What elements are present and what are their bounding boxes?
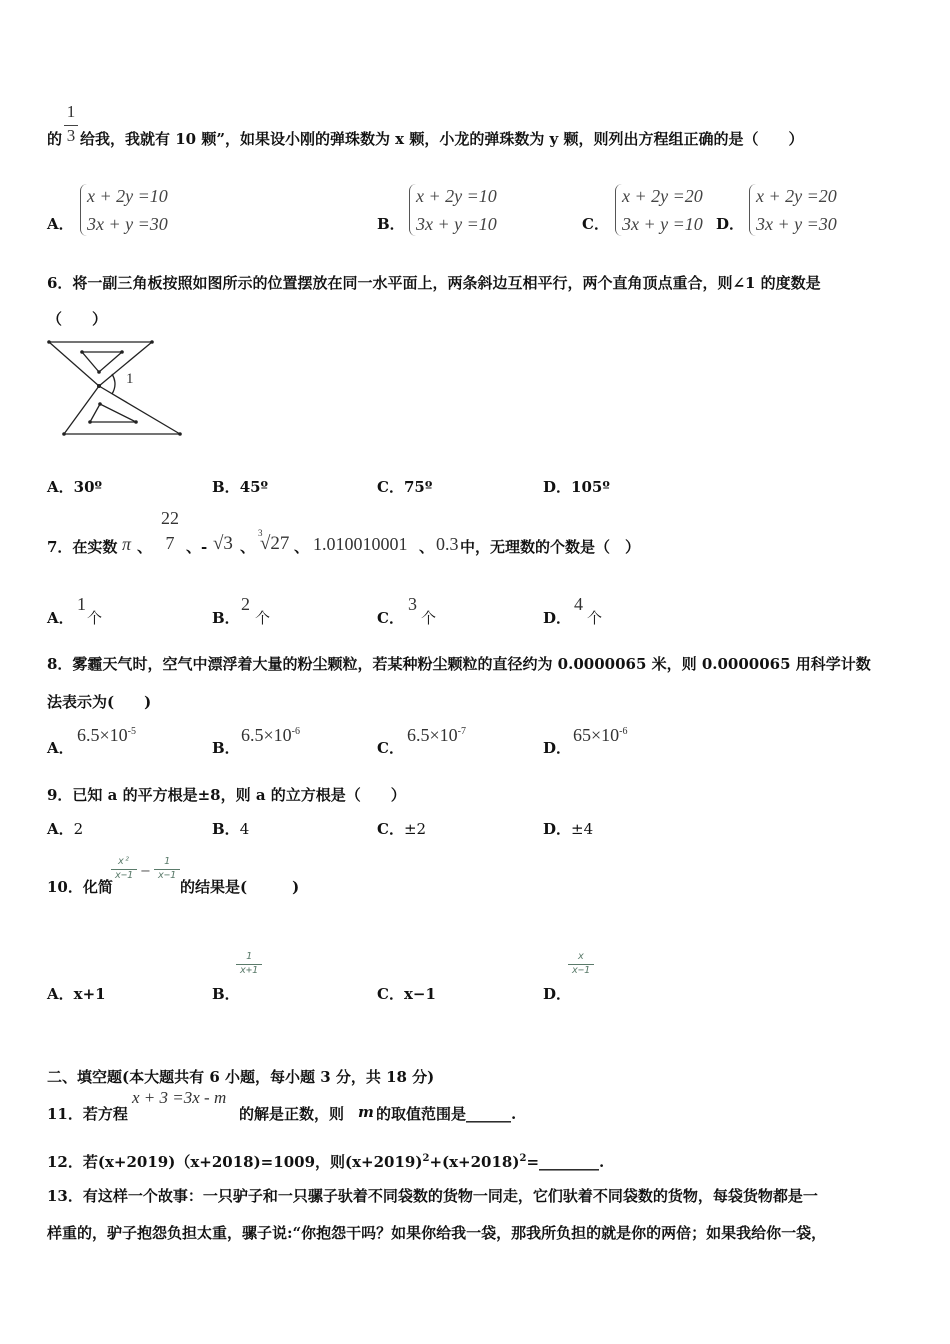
q6-option-c-value: 75º bbox=[403, 478, 433, 496]
q8-option-a-base: 6.5×10 bbox=[77, 725, 128, 745]
q9-option-a bbox=[47, 818, 83, 839]
q7-option-c-unit: 个 bbox=[421, 609, 437, 627]
q7-num2: 0.3 bbox=[436, 534, 459, 554]
q10-option-d-num: x bbox=[577, 951, 585, 962]
q10-option-b-num: 1 bbox=[245, 951, 253, 962]
q8-option-d-base: 65×10 bbox=[573, 725, 620, 745]
q8-option-a-value bbox=[77, 725, 136, 746]
q8-line1: 8．雾霾天气时，空气中漂浮着大量的粉尘颗粒，若某种粉尘颗粒的直径约为 0.0000065 米，则 0.0000065 用科学计数 bbox=[47, 655, 871, 673]
q7-option-b-num: 2 bbox=[241, 594, 250, 614]
angle-1-label: 1 bbox=[126, 371, 134, 387]
q10-fraction-2 bbox=[154, 856, 180, 881]
q10-option-a bbox=[47, 983, 106, 1004]
q5-option-a-system bbox=[80, 182, 190, 240]
brace-icon bbox=[80, 184, 87, 236]
q6-option-c-label: C． bbox=[377, 478, 404, 496]
q7-option-d-num: 4 bbox=[574, 594, 583, 614]
q7-fraction-den: 7 bbox=[165, 533, 175, 553]
q7-suffix: 中，无理数的个数是（ ） bbox=[460, 538, 641, 556]
q7-sep4: 、 bbox=[294, 538, 310, 556]
q5-fraction bbox=[64, 102, 78, 146]
q7-sep2: 、- bbox=[186, 538, 208, 556]
q6-option-c bbox=[377, 476, 432, 497]
q7-sep3: 、 bbox=[240, 538, 256, 556]
q12-text bbox=[47, 1151, 604, 1172]
q5-option-a-label: A． bbox=[47, 215, 74, 233]
q10-option-b-fraction bbox=[236, 951, 262, 976]
q8-option-c-label: C． bbox=[377, 739, 404, 757]
q6-option-d-value: 105º bbox=[571, 478, 610, 496]
q10-option-b-den: x+1 bbox=[236, 964, 262, 976]
q10-option-d-fraction bbox=[568, 951, 594, 976]
q9-option-a-label: A． bbox=[47, 820, 74, 838]
q13-line2: 样重的，驴子抱怨负担太重，骡子说:“你抱怨干吗？如果你给我一袋，那我所负担的就是你的两倍；如果我给你一袋， bbox=[47, 1224, 827, 1242]
q10-option-c bbox=[377, 983, 436, 1004]
q6-line1: 6．将一副三角板按照如图所示的位置摆放在同一水平面上，两条斜边互相平行，两个直角顶点重合，则∠1 的度数是 bbox=[47, 274, 821, 292]
q7-option-b-unit: 个 bbox=[255, 609, 271, 627]
q6-line2: （ ） bbox=[47, 310, 108, 328]
q8-option-c-base: 6.5×10 bbox=[407, 725, 458, 745]
q9-option-c-label: C． bbox=[377, 820, 404, 838]
q8-option-d-value bbox=[573, 725, 628, 746]
brace-icon bbox=[749, 184, 756, 236]
q7-option-d-unit: 个 bbox=[587, 609, 603, 627]
q6-option-d bbox=[543, 476, 610, 497]
q10-option-d-label: D． bbox=[543, 985, 572, 1003]
q10-option-a-value: x+1 bbox=[73, 985, 106, 1003]
q10-option-c-value: x−1 bbox=[403, 985, 436, 1003]
q6-option-b bbox=[212, 476, 268, 497]
q10-f2-den: x−1 bbox=[154, 869, 180, 881]
q8-option-b-value bbox=[241, 725, 300, 746]
q8-option-b-base: 6.5×10 bbox=[241, 725, 292, 745]
q6-option-b-value: 45º bbox=[239, 478, 269, 496]
q5-option-a-eq2: 3x + y =30 bbox=[87, 214, 168, 234]
q7-cbrt-index: 3 bbox=[258, 528, 263, 538]
q10-f1-num: x² bbox=[117, 856, 131, 867]
q5-option-d-eq2: 3x + y =30 bbox=[756, 214, 837, 234]
q9-option-c-value: ±2 bbox=[403, 820, 427, 838]
q12-sup1: 2 bbox=[422, 1153, 430, 1164]
q6-option-a-label: A． bbox=[47, 478, 74, 496]
q5-option-d-system bbox=[749, 182, 859, 240]
q8-option-c-value bbox=[407, 725, 466, 746]
q12-text-a: 12．若(x+2019)（x+2018)=1009，则(x+2019) bbox=[47, 1153, 423, 1171]
q6-option-a-value: 30º bbox=[73, 478, 103, 496]
q9-option-b-value: 4 bbox=[239, 820, 250, 838]
section-2-title: 二、填空题(本大题共有 6 小题，每小题 3 分，共 18 分) bbox=[47, 1068, 435, 1086]
q13-line1: 13．有这样一个故事：一只驴子和一只骡子驮着不同袋数的货物一同走，它们驮着不同袋数的货物，每袋货物都是一 bbox=[47, 1187, 818, 1205]
q10-minus: − bbox=[140, 864, 151, 879]
brace-icon bbox=[615, 184, 622, 236]
q5-option-b-system bbox=[409, 182, 519, 240]
q12-text-b: +(x+2018) bbox=[429, 1153, 520, 1171]
q8-option-b-label: B． bbox=[212, 739, 240, 757]
q7-sep5: 、 bbox=[419, 538, 435, 556]
q10-suffix: 的结果是( ) bbox=[180, 878, 300, 896]
q9-option-d-label: D． bbox=[543, 820, 572, 838]
q7-option-d-label: D． bbox=[543, 609, 572, 627]
q7-option-a-unit: 个 bbox=[87, 609, 103, 627]
q9-option-c bbox=[377, 818, 426, 839]
q5-option-d-label: D． bbox=[716, 215, 745, 233]
q6-option-a bbox=[47, 476, 102, 497]
q10-option-a-label: A． bbox=[47, 985, 74, 1003]
q7-fraction-num: 22 bbox=[161, 508, 179, 528]
q10-option-b-label: B． bbox=[212, 985, 240, 1003]
q7-option-a-num: 1 bbox=[77, 594, 86, 614]
q7-option-c-num: 3 bbox=[408, 594, 417, 614]
q6-option-d-label: D． bbox=[543, 478, 572, 496]
q7-option-c-label: C． bbox=[377, 609, 404, 627]
q5-text: 给我，我就有 10 颗”，如果设小刚的弹珠数为 x 颗，小龙的弹珠数为 y 颗，则列出方程组正确的是（ ） bbox=[80, 130, 804, 148]
q5-option-c-label: C． bbox=[582, 215, 609, 233]
q7-fraction bbox=[158, 508, 182, 554]
q5-option-a-eq1: x + 2y =10 bbox=[87, 186, 168, 206]
q7-num1: 1.010010001 bbox=[313, 534, 408, 554]
q9-option-a-value: 2 bbox=[73, 820, 84, 838]
q5-fraction-num: 1 bbox=[66, 102, 76, 121]
q10-prefix: 10．化简 bbox=[47, 878, 113, 896]
q7-cbrt27: √27 bbox=[260, 533, 290, 554]
q8-option-a-label: A． bbox=[47, 739, 74, 757]
q11-suffix-a: 的解是正数，则 bbox=[239, 1105, 345, 1123]
q5-option-c-system bbox=[615, 182, 725, 240]
q5-option-c-eq2: 3x + y =10 bbox=[622, 214, 703, 234]
q5-option-b-eq2: 3x + y =10 bbox=[416, 214, 497, 234]
q8-option-b-exp: -6 bbox=[291, 726, 300, 737]
q8-line2: 法表示为( ) bbox=[47, 693, 152, 711]
q6-option-b-label: B． bbox=[212, 478, 240, 496]
q9-text: 9．已知 a 的平方根是±8，则 a 的立方根是（ ） bbox=[47, 786, 406, 804]
q9-option-d bbox=[543, 818, 593, 839]
q8-option-d-label: D． bbox=[543, 739, 572, 757]
q5-option-c-eq1: x + 2y =20 bbox=[622, 186, 703, 206]
q7-prefix: 7．在实数 bbox=[47, 538, 118, 556]
q11-prefix: 11．若方程 bbox=[47, 1105, 128, 1123]
q9-option-d-value: ±4 bbox=[571, 820, 594, 838]
q10-option-d-den: x−1 bbox=[568, 964, 594, 976]
q11-m: m bbox=[358, 1103, 374, 1121]
q9-option-b bbox=[212, 818, 249, 839]
q5-option-b-eq1: x + 2y =10 bbox=[416, 186, 497, 206]
q8-option-a-exp: -5 bbox=[127, 726, 136, 737]
q5-prefix: 的 bbox=[47, 130, 63, 148]
q7-pi: π bbox=[122, 534, 132, 554]
q11-suffix-b: 的取值范围是______. bbox=[376, 1105, 517, 1123]
q5-option-b-label: B． bbox=[377, 215, 405, 233]
q7-option-a-label: A． bbox=[47, 609, 74, 627]
q7-sep1: 、 bbox=[137, 538, 153, 556]
q11-equation: x + 3 =3x - m bbox=[132, 1088, 227, 1107]
q8-option-d-exp: -6 bbox=[619, 726, 628, 737]
q10-fraction-1 bbox=[111, 856, 137, 881]
q5-fraction-den: 3 bbox=[64, 125, 78, 146]
q9-option-b-label: B． bbox=[212, 820, 240, 838]
brace-icon bbox=[409, 184, 416, 236]
q10-f2-num: 1 bbox=[163, 856, 171, 867]
q8-option-c-exp: -7 bbox=[457, 726, 466, 737]
q10-f1-den: x−1 bbox=[111, 869, 137, 881]
q12-text-c: =________. bbox=[526, 1153, 605, 1171]
q7-sqrt3: √3 bbox=[213, 533, 233, 554]
q12-sup2: 2 bbox=[519, 1153, 527, 1164]
q5-option-d-eq1: x + 2y =20 bbox=[756, 186, 837, 206]
q10-option-c-label: C． bbox=[377, 985, 404, 1003]
triangle-rulers-figure bbox=[44, 338, 184, 440]
q7-option-b-label: B． bbox=[212, 609, 240, 627]
